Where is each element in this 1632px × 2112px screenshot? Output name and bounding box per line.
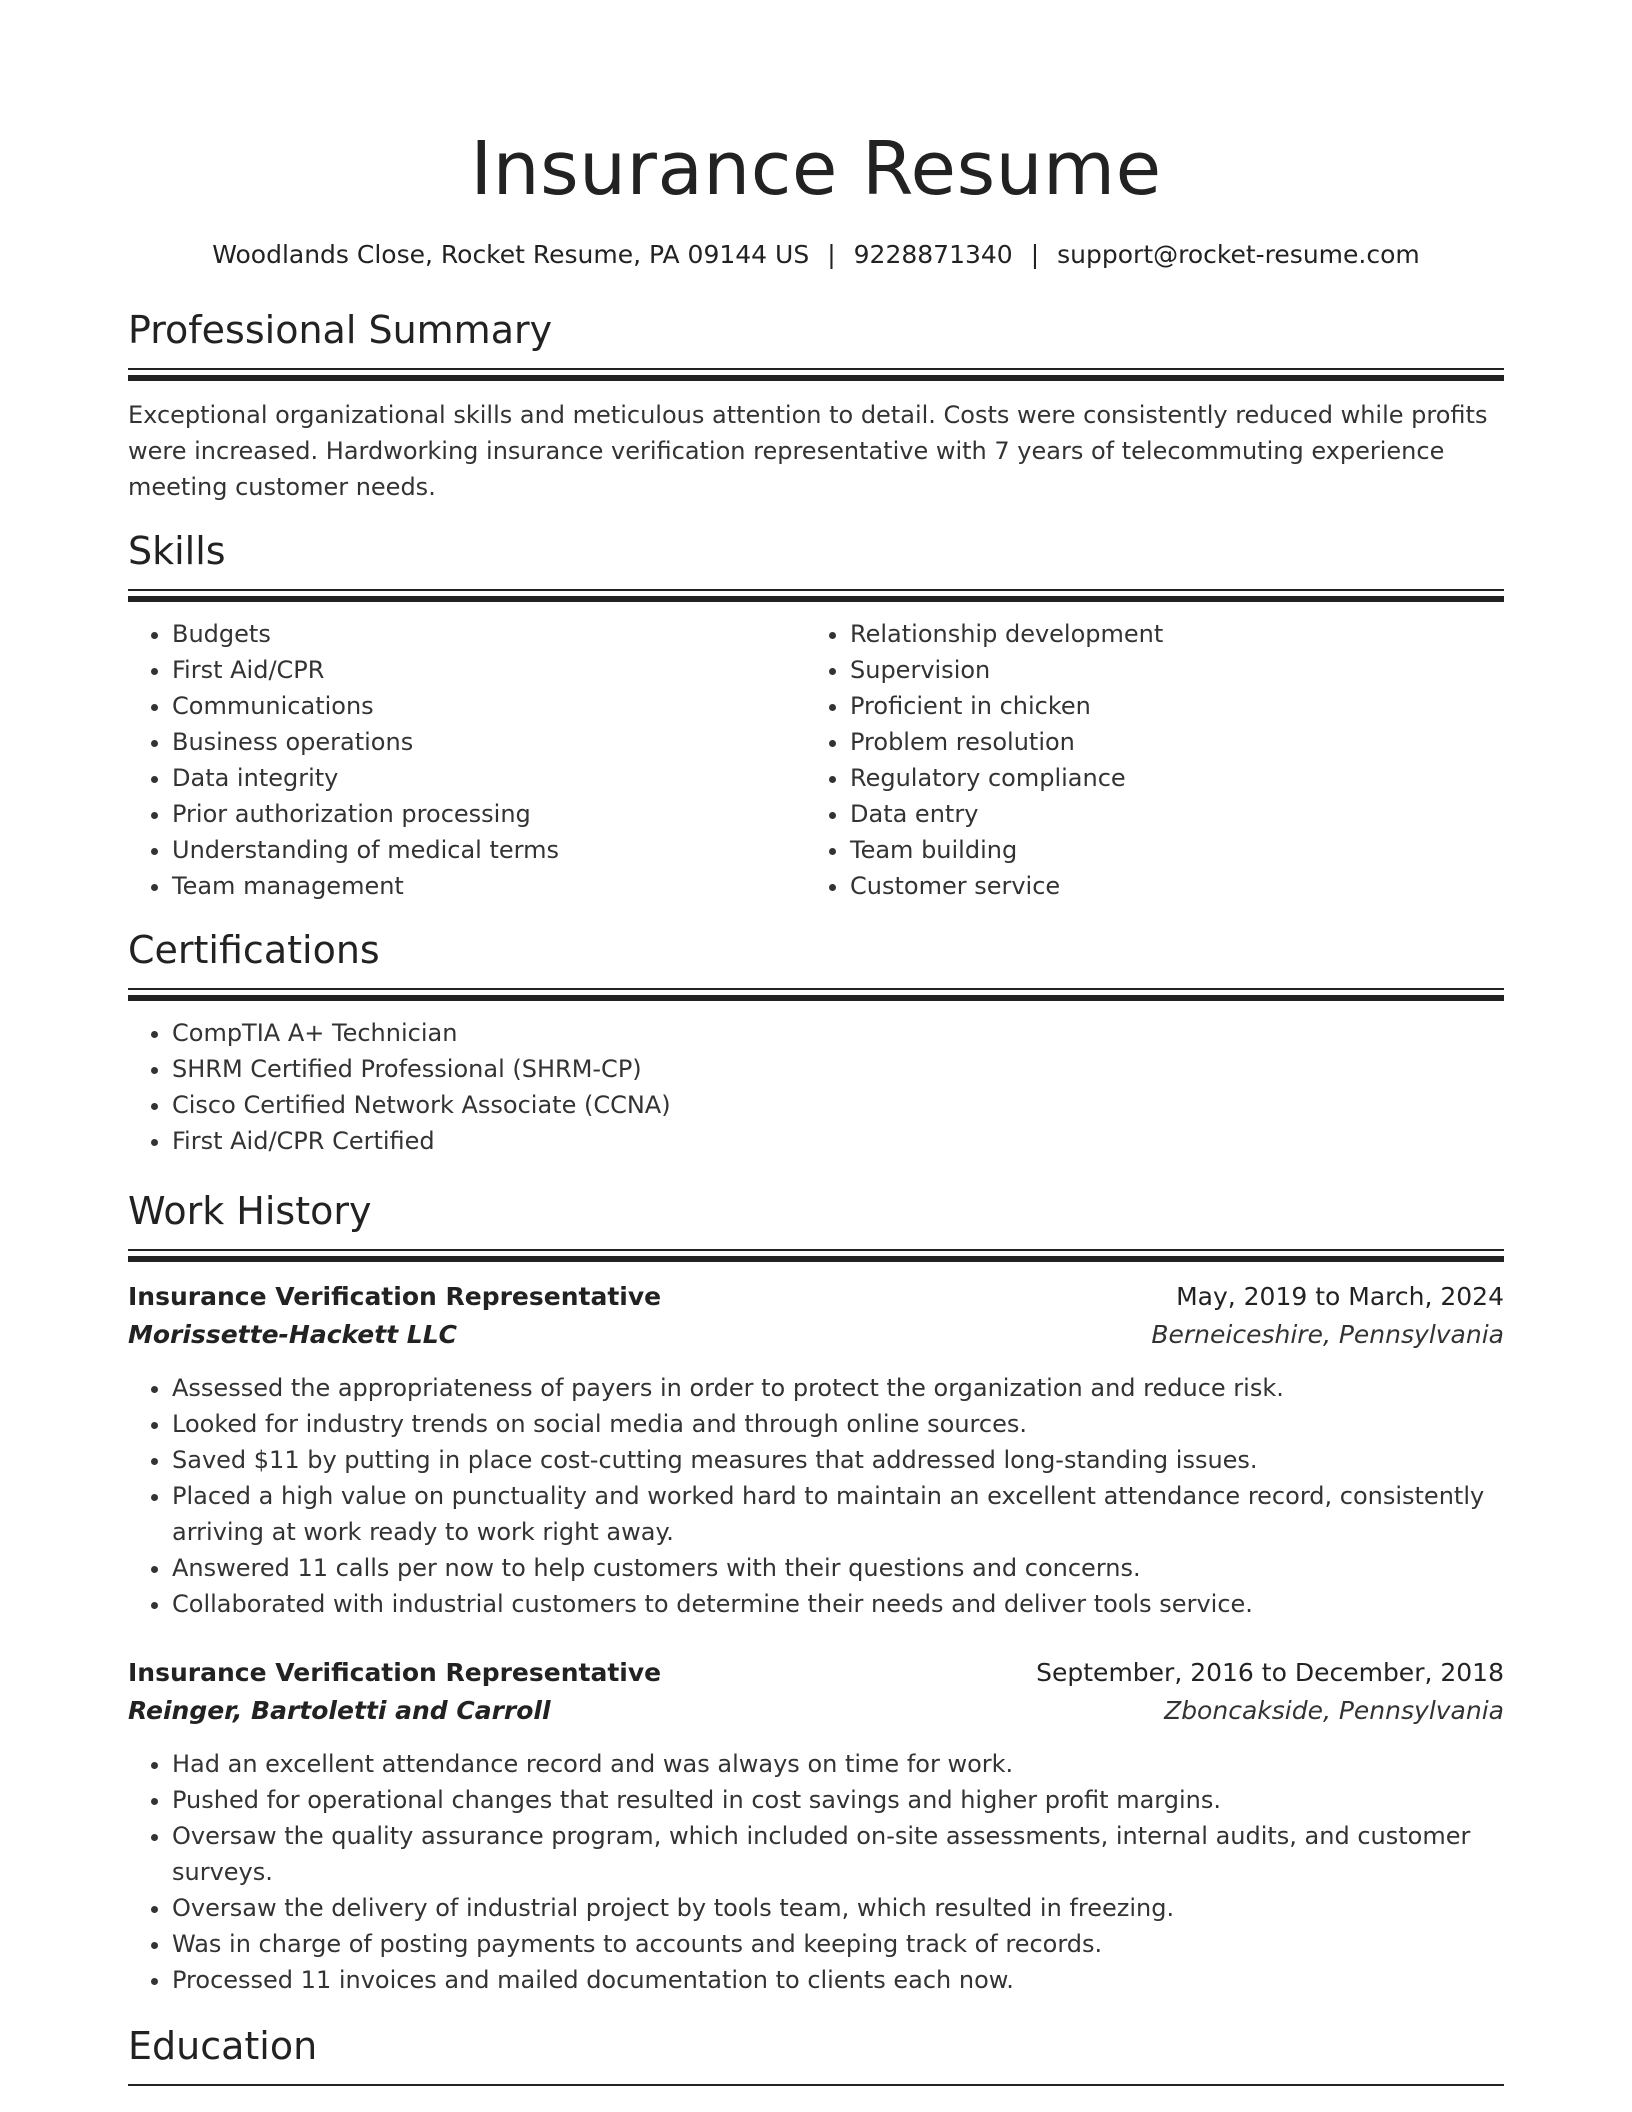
skill-item: • Proficient in chicken [850,688,1484,724]
skill-item: • Budgets [172,616,806,652]
job-bullet: • Collaborated with industrial customers to determine their needs and deliver tools service. [172,1586,1504,1622]
job-header [128,1278,1504,1316]
job-bullet: • Was in charge of posting payments to accounts and keeping track of records. [172,1926,1504,1962]
work-history-section [128,1187,1504,1998]
certification-item: • First Aid/CPR Certified [172,1123,1504,1159]
skills-heading: Skills [128,529,226,573]
contact-phone: 9228871340 [853,240,1013,269]
job-title: Insurance Verification Representative [128,1282,662,1311]
certifications-list [128,1015,1504,1159]
job-bullet: • Answered 11 calls per now to help customers with their questions and concerns. [172,1550,1504,1586]
skills-grid [128,602,1504,904]
certifications-heading: Certifications [128,928,380,972]
section-divider [128,1249,1504,1262]
skill-item: • Business operations [172,724,806,760]
contact-line [128,238,1504,272]
certifications-section [128,926,1504,1159]
skill-item: • Relationship development [850,616,1484,652]
skill-item: • Communications [172,688,806,724]
skill-item: • Team building [850,832,1484,868]
job-title: Insurance Verification Representative [128,1658,662,1687]
contact-separator: | [827,240,836,269]
skill-item: • Supervision [850,652,1484,688]
skill-item: • Problem resolution [850,724,1484,760]
skills-section [128,527,1504,904]
skill-item: • Understanding of medical terms [172,832,806,868]
job-bullet: • Oversaw the delivery of industrial project by tools team, which resulted in freezing. [172,1890,1504,1926]
job-location: Zboncakside, Pennsylvania [1164,1696,1504,1725]
job-subheader [128,1692,1504,1730]
skill-item: • Regulatory compliance [850,760,1484,796]
skill-item: • Team management [172,868,806,904]
job-bullet: • Looked for industry trends on social media and through online sources. [172,1406,1504,1442]
certification-item: • Cisco Certified Network Associate (CCNA) [172,1087,1504,1123]
skills-list-right [806,616,1484,904]
summary-heading: Professional Summary [128,308,553,352]
summary-section [128,306,1504,505]
certification-item: • CompTIA A+ Technician [172,1015,1504,1051]
job-company: Reinger, Bartoletti and Carroll [128,1696,551,1725]
skills-list-left [128,616,806,904]
job-dates: September, 2016 to December, 2018 [1036,1658,1504,1687]
job-bullet: • Placed a high value on punctuality and worked hard to maintain an excellent attendance record, consistently arriving at work ready to work right away. [172,1478,1504,1550]
section-divider [128,589,1504,602]
resume-page [128,0,1504,2086]
skill-item: • Prior authorization processing [172,796,806,832]
skill-item: • Data entry [850,796,1484,832]
job-header [128,1654,1504,1692]
job-bullet: • Had an excellent attendance record and was always on time for work. [172,1746,1504,1782]
contact-email: support@rocket-resume.com [1057,240,1420,269]
job-bullet: • Pushed for operational changes that resulted in cost savings and higher profit margins. [172,1782,1504,1818]
section-divider [128,368,1504,381]
job-bullet: • Processed 11 invoices and mailed documentation to clients each now. [172,1962,1504,1998]
job-location: Berneiceshire, Pennsylvania [1151,1320,1504,1349]
summary-text: Exceptional organizational skills and meticulous attention to detail. Costs were consistently reduced while profits were increased. Hardworking insurance verification representative with 7 years of telecommuting experience meeting customer needs. [128,401,1488,501]
job-bullets [128,1370,1504,1622]
work-history-heading: Work History [128,1189,372,1233]
education-heading: Education [128,2024,318,2068]
job-entry [128,1278,1504,1622]
contact-address: Woodlands Close, Rocket Resume, PA 09144 US [212,240,810,269]
skill-item: • Customer service [850,868,1484,904]
section-divider [128,2084,1504,2086]
job-bullet: • Saved $11 by putting in place cost-cutting measures that addressed long-standing issues. [172,1442,1504,1478]
certification-item: • SHRM Certified Professional (SHRM-CP) [172,1051,1504,1087]
skill-item: • First Aid/CPR [172,652,806,688]
contact-separator: | [1030,240,1040,269]
job-dates: May, 2019 to March, 2024 [1176,1282,1504,1311]
section-divider [128,988,1504,1001]
resume-title: Insurance Resume [470,126,1162,212]
job-bullet: • Oversaw the quality assurance program, which included on-site assessments, internal audits, and customer surveys. [172,1818,1504,1890]
job-company: Morissette-Hackett LLC [128,1320,458,1349]
job-subheader [128,1316,1504,1354]
job-bullets [128,1746,1504,1998]
education-section [128,2022,1504,2086]
job-entry [128,1654,1504,1998]
skill-item: • Data integrity [172,760,806,796]
job-bullet: • Assessed the appropriateness of payers in order to protect the organization and reduce risk. [172,1370,1504,1406]
